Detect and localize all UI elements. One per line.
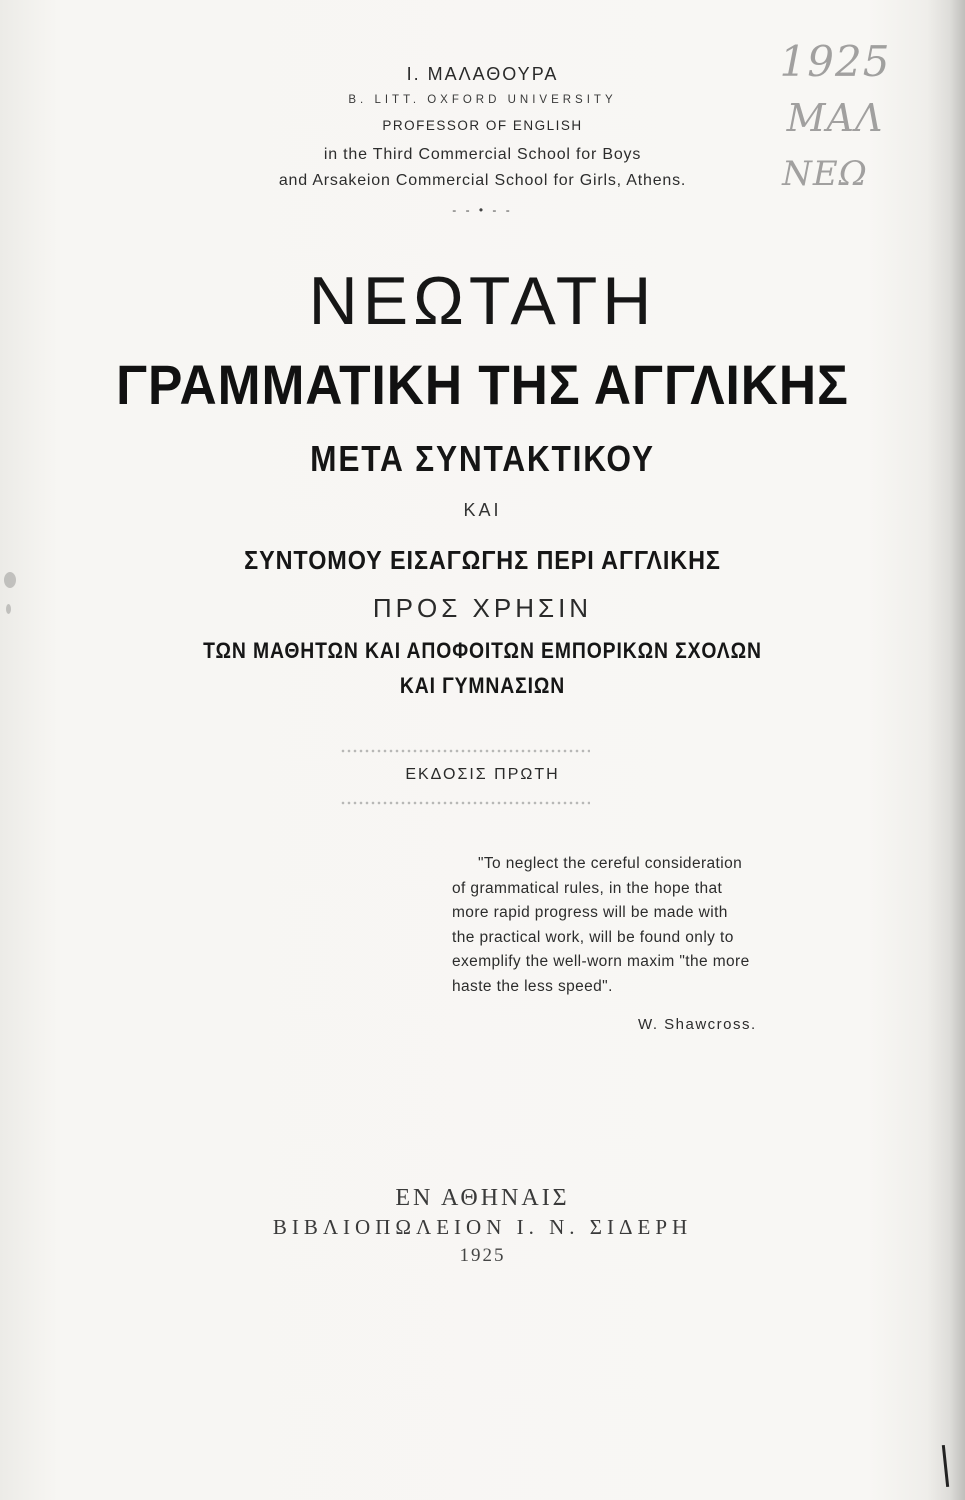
- edition-top-rule: [340, 748, 590, 754]
- epigraph-line: haste the less speed".: [452, 977, 613, 995]
- edition-bottom-rule: [340, 800, 590, 806]
- author-degree: B. LITT. OXFORD UNIVERSITY: [348, 94, 617, 106]
- conjunction-kai: ΚΑΙ: [463, 500, 502, 520]
- author-school-line-1: in the Third Commercial School for Boys: [323, 146, 642, 163]
- spine-shadow: [927, 0, 965, 1500]
- edition-label: ΕΚΔΟΣΙΣ ΠΡΩΤΗ: [405, 766, 560, 783]
- epigraph-attribution: W. Shawcross.: [638, 1016, 757, 1033]
- epigraph-line: more rapid progress will be made with: [452, 904, 728, 921]
- epigraph-line: exemplify the well-worn maxim "the more: [452, 953, 750, 970]
- paper-smudge: [4, 572, 16, 588]
- for-use-line: ΠΡΟΣ ΧΡΗΣΙΝ: [372, 593, 593, 623]
- epigraph-line: of grammatical rules, in the hope that: [452, 879, 723, 897]
- author-name: I. ΜΑΛΑΘΟΥΡΑ: [406, 64, 559, 84]
- author-school-line-2: and Arsakeion Commercial School for Girls, Athens.: [278, 172, 687, 189]
- author-position: PROFESSOR OF ENGLISH: [382, 118, 583, 133]
- handwritten-author-code: ΜΑΛ: [786, 96, 884, 140]
- paper-smudge: [6, 604, 11, 614]
- epigraph-line: "To neglect the cereful consideration: [478, 855, 743, 872]
- book-subtitle-intro: ΣΥΝΤΟΜΟΥ ΕΙΣΑΓΩΓΗΣ ΠΕΡΙ ΑΓΓΛΙΚΗΣ: [244, 545, 721, 575]
- book-subtitle: ΓΡΑΜΜΑΤΙΚΗ ΤΗΣ ΑΓΓΛΙΚΗΣ: [116, 353, 849, 416]
- audience-line-2: ΚΑΙ ΓΥΜΝΑΣΙΩΝ: [399, 673, 566, 698]
- imprint-year: 1925: [459, 1245, 506, 1266]
- imprint-city: ΕΝ ΑΘΗΝΑΙΣ: [395, 1185, 570, 1211]
- imprint-publisher: ΒΙΒΛΙΟΠΩΛΕΙΟΝ Ι. Ν. ΣΙΔΕΡΗ: [272, 1215, 693, 1239]
- handwritten-year: 1925: [779, 37, 891, 86]
- epigraph-line: the practical work, will be found only to: [452, 928, 734, 946]
- audience-line-1: ΤΩΝ ΜΑΘΗΤΩΝ ΚΑΙ ΑΠΟΦΟΙΤΩΝ ΕΜΠΟΡΙΚΩΝ ΣΧΟΛΩΝ: [203, 638, 762, 663]
- handwritten-title-code: ΝΕΩ: [782, 154, 868, 194]
- header-ornament: - - • - -: [452, 203, 513, 217]
- book-subtitle-syntax: ΜΕΤΑ ΣΥΝΤΑΚΤΙΚΟΥ: [310, 438, 655, 479]
- book-title: ΝΕΩΤΑΤΗ: [308, 263, 657, 339]
- epigraph-quote: [452, 852, 814, 999]
